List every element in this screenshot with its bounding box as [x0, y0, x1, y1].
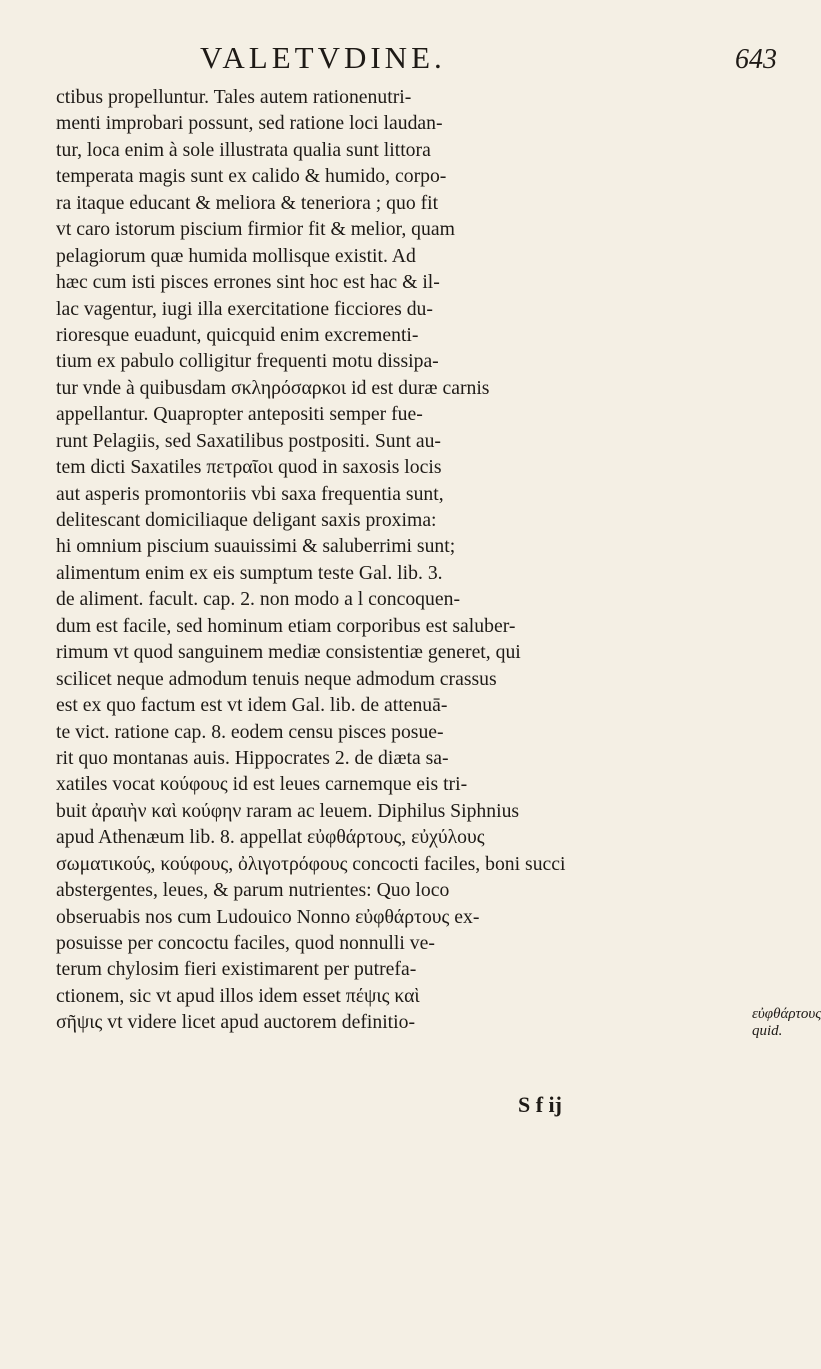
- text-line: ra itaque educant & meliora & teneriora ; quo fit: [56, 191, 439, 214]
- body-text: [56, 84, 748, 1036]
- text-line: scilicet neque admodum tenuis neque admodum crassus: [56, 667, 497, 690]
- text-line: apud Athenæum lib. 8. appellat εὐφθάρτους, εὐχύλους: [56, 826, 485, 849]
- text-line: σωματικούς, κούφους, ὀλιγοτρόφους concocti faciles, boni succi: [56, 852, 566, 875]
- margin-note: [752, 1006, 821, 1040]
- page-header: [0, 40, 800, 80]
- text-line: tur vnde à quibusdam σκληρόσαρκοι id est duræ carnis: [56, 376, 490, 399]
- text-line: hi omnium piscium suauissimi & saluberrimi sunt;: [56, 535, 456, 558]
- text-line: xatiles vocat κούφους id est leues carnemque eis tri-: [56, 773, 468, 796]
- text-line: tur, loca enim à sole illustrata qualia sunt littora: [56, 138, 431, 161]
- page-number: 643: [735, 44, 777, 75]
- text-line: ctionem, sic vt apud illos idem esset πέψις καὶ: [56, 984, 420, 1007]
- text-line: abstergentes, leues, & parum nutrientes: Quo loco: [56, 879, 450, 902]
- text-line: tem dicti Saxatiles πετραῖοι quod in saxosis locis: [56, 456, 442, 479]
- text-line: obseruabis nos cum Ludouico Nonno εὐφθάρτους ex-: [56, 905, 480, 928]
- text-line: appellantur. Quapropter antepositi semper fue-: [56, 403, 423, 426]
- margin-note-greek: εὐφθάρτους: [752, 1006, 821, 1022]
- text-line: temperata magis sunt ex calido & humido, corpo-: [56, 165, 447, 188]
- text-line: alimentum enim ex eis sumptum teste Gal. lib. 3.: [56, 561, 443, 584]
- text-line: rioresque euadunt, quicquid enim excrementi-: [56, 323, 419, 346]
- text-line: buit ἀραιὴν καὶ κούφην raram ac leuem. Diphilus Siphnius: [56, 799, 520, 822]
- text-line: est ex quo factum est vt idem Gal. lib. de attenuā-: [56, 694, 448, 717]
- text-line: lac vagentur, iugi illa exercitatione ficciores du-: [56, 297, 433, 320]
- text-line: delitescant domiciliaque deligant saxis proxima:: [56, 509, 437, 531]
- text-line: runt Pelagiis, sed Saxatilibus postpositi. Sunt au-: [56, 429, 441, 452]
- text-line: terum chylosim fieri existimarent per putrefa-: [56, 958, 417, 981]
- text-line: tium ex pabulo colligitur frequenti motu dissipa-: [56, 350, 439, 373]
- text-line: rimum vt quod sanguinem mediæ consistentiæ generet, qui: [56, 641, 521, 664]
- text-line: σῆψις vt videre licet apud auctorem definitio-: [56, 1011, 416, 1034]
- text-line: ctibus propelluntur. Tales autem rationenutri-: [56, 86, 412, 108]
- text-line: rit quo montanas auis. Hippocrates 2. de diæta sa-: [56, 746, 449, 769]
- text-line: aut asperis promontoriis vbi saxa frequentia sunt,: [56, 482, 444, 505]
- text-line: pelagiorum quæ humida mollisque existit. Ad: [56, 244, 416, 267]
- text-line: te vict. ratione cap. 8. eodem censu pisces posue-: [56, 720, 444, 743]
- text-line: menti improbari possunt, sed ratione loci laudan-: [56, 112, 443, 135]
- margin-note-latin: quid.: [752, 1023, 783, 1039]
- text-line: vt caro istorum piscium firmior fit & melior, quam: [56, 218, 455, 241]
- signature-mark: S f ij: [518, 1092, 562, 1117]
- running-title: VALETVDINE.: [200, 40, 446, 75]
- text-line: posuisse per concoctu faciles, quod nonnulli ve-: [56, 932, 435, 954]
- text-line: de aliment. facult. cap. 2. non modo a l concoquen-: [56, 588, 461, 611]
- text-line: hæc cum isti pisces errones sint hoc est hac & il-: [56, 271, 440, 294]
- text-line: dum est facile, sed hominum etiam corporibus est saluber-: [56, 614, 516, 637]
